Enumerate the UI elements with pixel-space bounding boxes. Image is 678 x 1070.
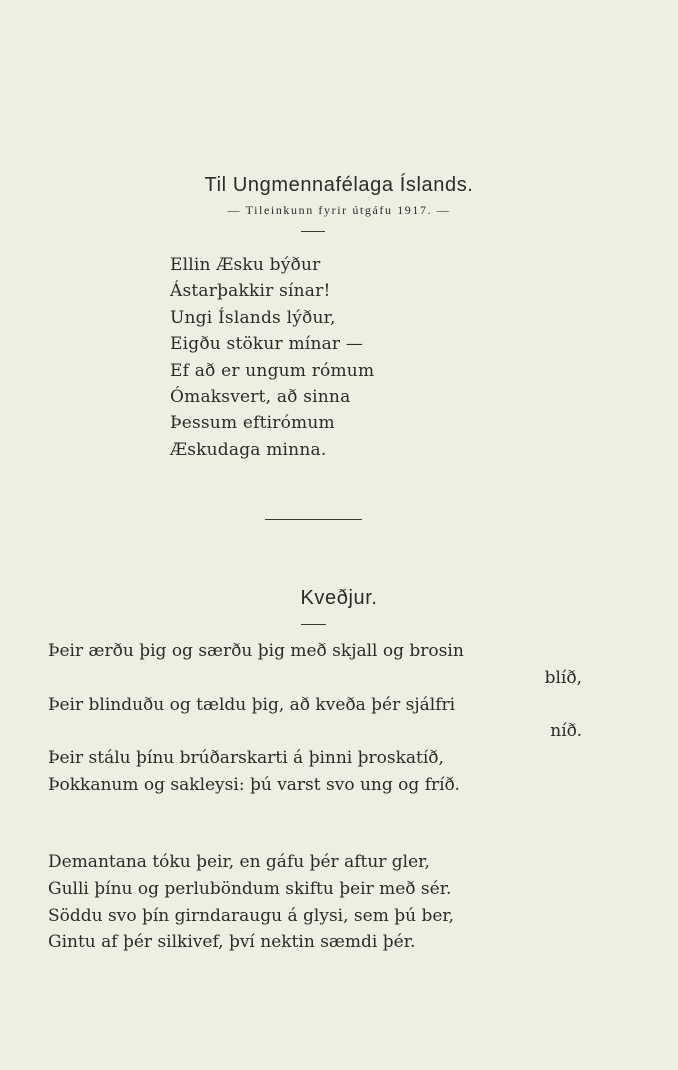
poem-stanza xyxy=(48,849,582,956)
poem-stanza xyxy=(170,252,374,463)
poem-line: Þessum eftirómum xyxy=(170,413,335,434)
poem-line: Eigðu stökur mínar — xyxy=(170,334,364,355)
poem-line: Ef að er ungum rómum xyxy=(170,360,375,381)
poem-line: Þokkanum og sakleysi: þú varst svo ung og fríð. xyxy=(48,774,460,795)
poem-line-continuation: blíð, xyxy=(544,667,582,688)
poem-line: Gintu af þér silkivef, því nektin sæmdi þér. xyxy=(48,932,416,953)
poem-line: Demantana tóku þeir, en gáfu þér aftur gler, xyxy=(48,852,430,872)
poem-line: Ástarþakkir sínar! xyxy=(170,281,331,302)
poem-line: Gulli þínu og perluböndum skiftu þeir með sér. xyxy=(48,878,452,899)
section-divider xyxy=(265,519,362,520)
poem-line: Þeir ærðu þig og særðu þig með skjall og brosin xyxy=(48,641,464,661)
poem-line: Þeir stálu þínu brúðarskarti á þinni þroskatíð, xyxy=(48,748,444,769)
poem-title: Til Ungmennafélaga Íslands. xyxy=(204,174,474,196)
poem-line: Þeir blinduðu og tældu þig, að kveða þér sjálfri xyxy=(48,694,456,715)
poem-line: Ómaksvert, að sinna xyxy=(170,387,351,408)
short-divider xyxy=(301,624,326,625)
poem-line: Ellin Æsku býður xyxy=(170,255,321,275)
poem-line: Söddu svo þín girndaraugu á glysi, sem þú ber, xyxy=(48,905,455,926)
poem-line: Ungi Íslands lýður, xyxy=(170,307,336,328)
poem-stanza xyxy=(48,638,582,799)
poem-line: Æskudaga minna. xyxy=(170,439,327,460)
short-divider xyxy=(301,231,325,232)
poem-line-continuation: níð. xyxy=(550,721,582,742)
poem-title: Kveðjur. xyxy=(300,587,378,609)
poem-subtitle: — Tileinkunn fyrir útgáfu 1917. — xyxy=(227,203,451,217)
